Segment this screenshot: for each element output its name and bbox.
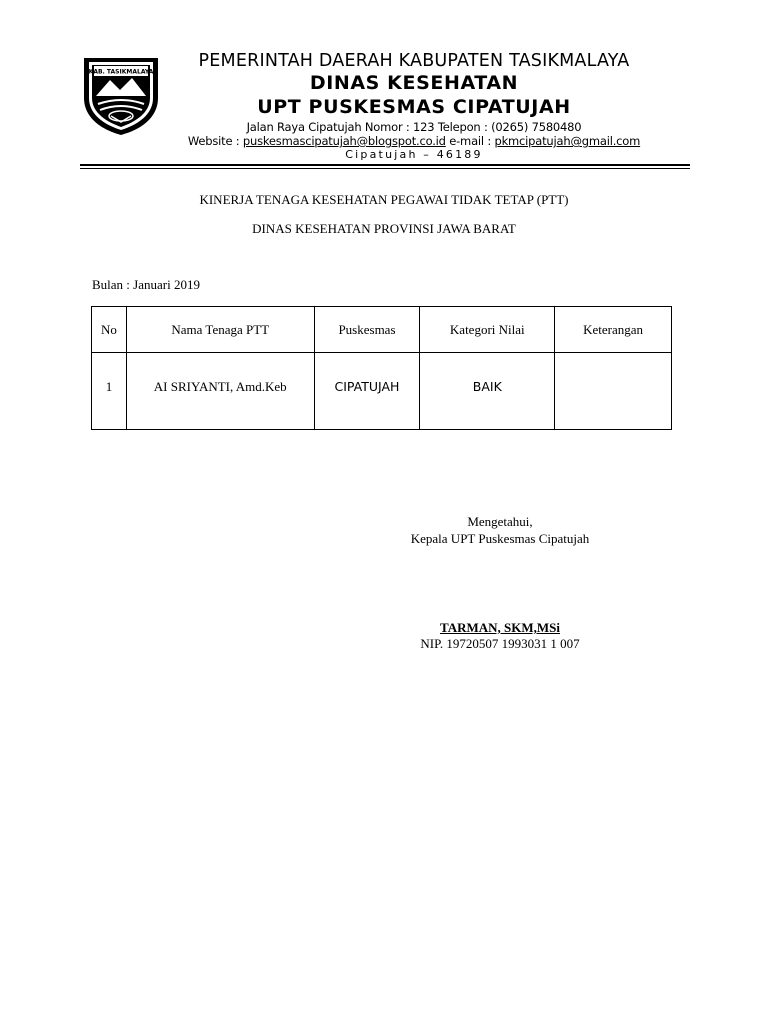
header-category: Kategori Nilai <box>420 307 555 353</box>
cell-category: BAIK <box>420 353 555 430</box>
table-header-row <box>92 307 672 353</box>
email-link[interactable]: pkmcipatujah@gmail.com <box>494 134 641 148</box>
cell-name: AI SRIYANTI, Amd.Keb <box>126 353 314 430</box>
performance-table <box>91 306 672 430</box>
contact-line <box>150 134 678 148</box>
cell-no: 1 <box>92 353 127 430</box>
address-line: Jalan Raya Cipatujah Nomor : 123 Telepon : (0265) 7580480 <box>246 120 582 134</box>
city-postcode: Cipatujah – 46189 <box>345 148 483 161</box>
signatory-position: Kepala UPT Puskesmas Cipatujah <box>410 531 590 546</box>
header-name: Nama Tenaga PTT <box>126 307 314 353</box>
acknowledged-label: Mengetahui, <box>467 514 533 529</box>
header-remarks: Keterangan <box>555 307 672 353</box>
cell-puskesmas: CIPATUJAH <box>314 353 420 430</box>
report-month: Bulan : Januari 2019 <box>92 277 200 292</box>
department-heading: DINAS KESEHATAN <box>309 72 519 94</box>
cell-remarks <box>555 353 672 430</box>
unit-heading: UPT PUSKESMAS CIPATUJAH <box>257 96 571 118</box>
signatory-name: TARMAN, SKM,MSi <box>439 620 560 635</box>
document-title: KINERJA TENAGA KESEHATAN PEGAWAI TIDAK TETAP (PTT) <box>199 192 569 207</box>
letterhead-rule-thick <box>80 164 690 166</box>
emblem-label: KAB. TASIKMALAYA <box>88 68 154 76</box>
email-label: e-mail : <box>445 134 495 148</box>
table-row <box>92 353 672 430</box>
government-heading: PEMERINTAH DAERAH KABUPATEN TASIKMALAYA <box>198 51 630 71</box>
document-subtitle: DINAS KESEHATAN PROVINSI JAWA BARAT <box>252 221 516 236</box>
header-puskesmas: Puskesmas <box>314 307 420 353</box>
letterhead-rule-thin <box>80 168 690 169</box>
website-link[interactable]: puskesmascipatujah@blogspot.co.id <box>242 134 446 148</box>
signatory-nip: NIP. 19720507 1993031 1 007 <box>420 636 580 651</box>
website-label: Website : <box>187 134 243 148</box>
header-no: No <box>92 307 127 353</box>
